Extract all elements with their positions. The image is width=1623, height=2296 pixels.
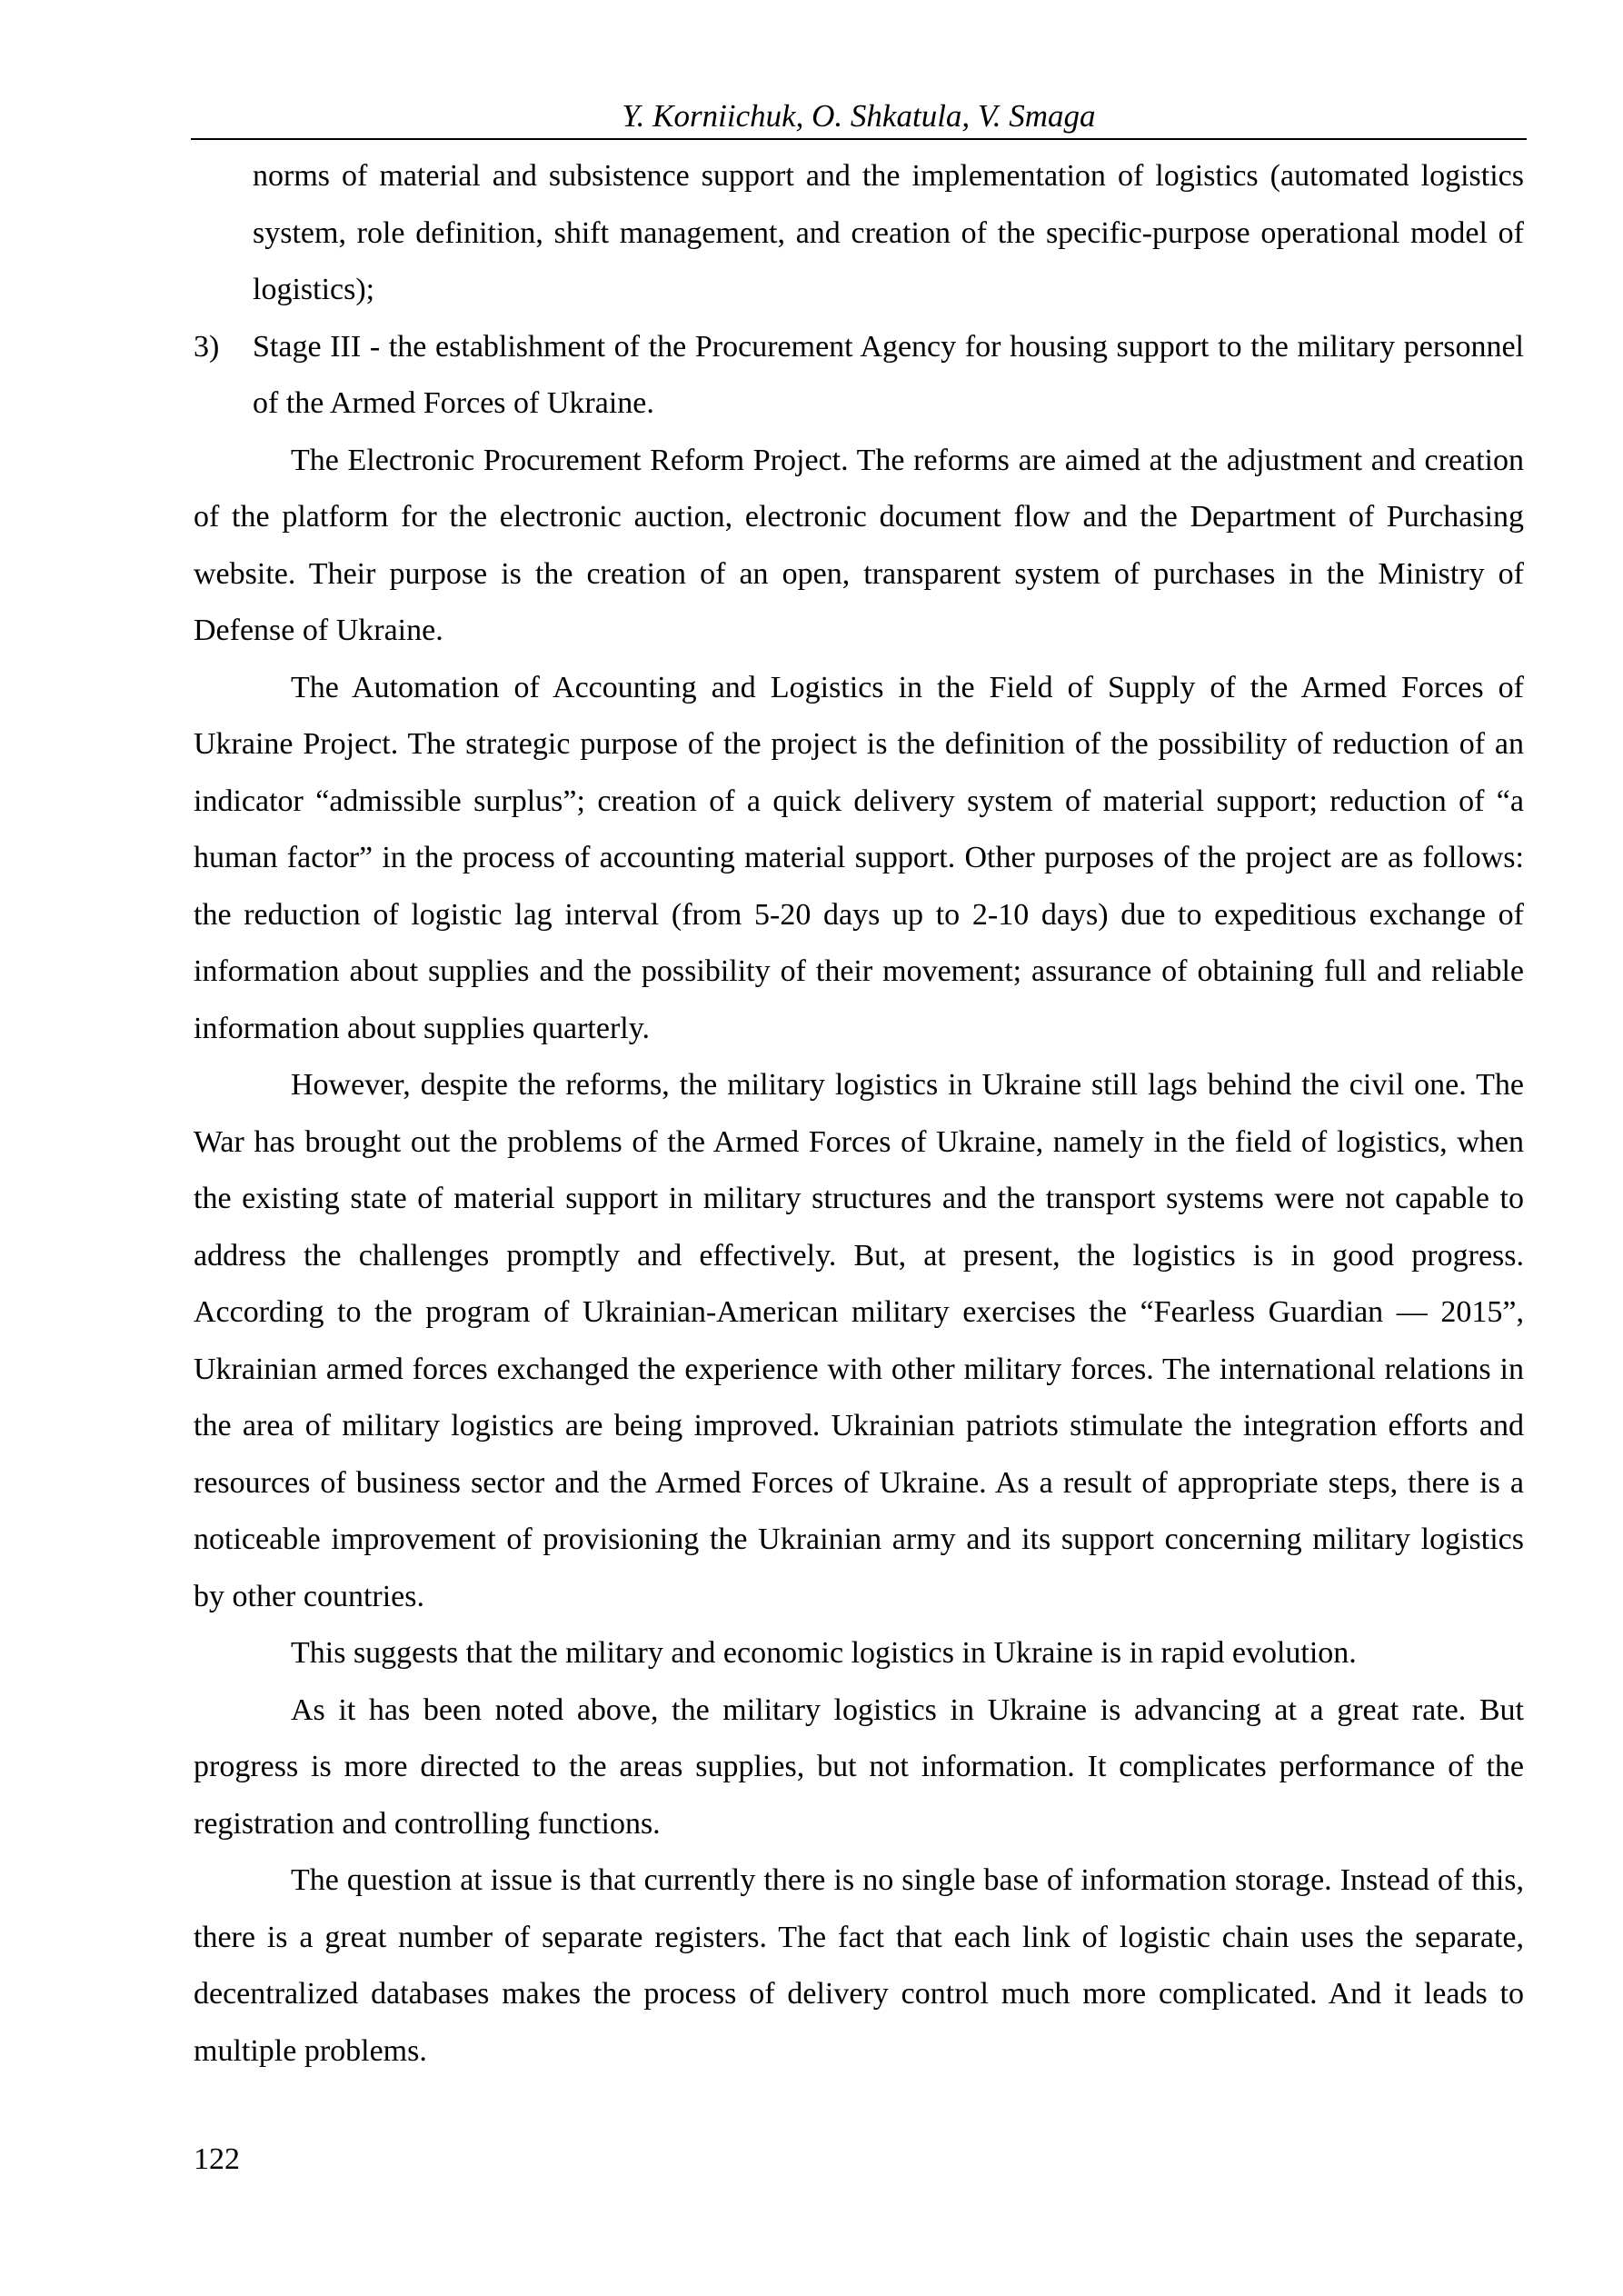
list-item-text: Stage III - the establishment of the Procurement Agency for housing support to the military personnel of the Armed Forces of Ukraine. (253, 329, 1524, 420)
header-rule (191, 138, 1527, 140)
paragraph-electronic-procurement: The Electronic Procurement Reform Project. The reforms are aimed at the adjustment and creation of the platform for the electronic auction, electronic document flow and the Department of Purchasing website. Their purpose is the creation of an open, transparent system of purchases in the Ministry of Defense of Ukraine. (194, 443, 1524, 647)
page-number: 122 (194, 2142, 240, 2176)
list-item-continuation: norms of material and subsistence support and the implementation of logistics (automated logistics system, role definition, shift management, and creation of the specific-purpose operational model of logistics); (253, 159, 1524, 306)
paragraph-advancing-rate: As it has been noted above, the military logistics in Ukraine is advancing at a great rate. But progress is more directed to the areas supplies, but not information. It complicates performance of the registration and controlling functions. (194, 1692, 1524, 1841)
running-head-authors: Y. Korniichuk, O. Shkatula, V. Smaga (622, 98, 1096, 134)
body-text (194, 148, 1524, 2080)
paragraph-rapid-evolution: This suggests that the military and economic logistics in Ukraine is in rapid evolution. (291, 1636, 1357, 1670)
paragraph-automation-accounting: The Automation of Accounting and Logistics in the Field of Supply of the Armed Forces of Ukraine Project. The strategic purpose of the project is the definition of the possibility of reduction of an indicator “admissible surplus”; creation of a quick delivery system of material support; reduction of “a human factor” in the process of accounting material support. Other purposes of the project are as follows: the reduction of logistic lag interval (from 5-20 days up to 2-10 days) due to expeditious exchange of information about supplies and the possibility of their movement; assurance of obtaining full and reliable information about supplies quarterly. (194, 670, 1524, 1045)
paragraph-information-storage: The question at issue is that currently there is no single base of information storage. Instead of this, there is a great number of separate registers. The fact that each link of logistic chain uses the separate, decentralized databases makes the process of delivery control much more complicated. And it leads to multiple problems. (194, 1863, 1524, 2068)
list-item-number: 3) (194, 329, 220, 364)
paragraph-despite-reforms: However, despite the reforms, the military logistics in Ukraine still lags behind the civil one. The War has brought out the problems of the Armed Forces of Ukraine, namely in the field of logistics, when the existing state of material support in military structures and the transport systems were not capable to address the challenges promptly and effectively. But, at present, the logistics is in good progress. According to the program of Ukrainian-American military exercises the “Fearless Guardian — 2015”, Ukrainian armed forces exchanged the experience with other military forces. The international relations in the area of military logistics are being improved. Ukrainian patriots stimulate the integration efforts and resources of business sector and the Armed Forces of Ukraine. As a result of appropriate steps, there is a noticeable improvement of provisioning the Ukrainian army and its support concerning military logistics by other countries. (194, 1068, 1524, 1613)
list-item-stage-3 (194, 319, 1524, 433)
